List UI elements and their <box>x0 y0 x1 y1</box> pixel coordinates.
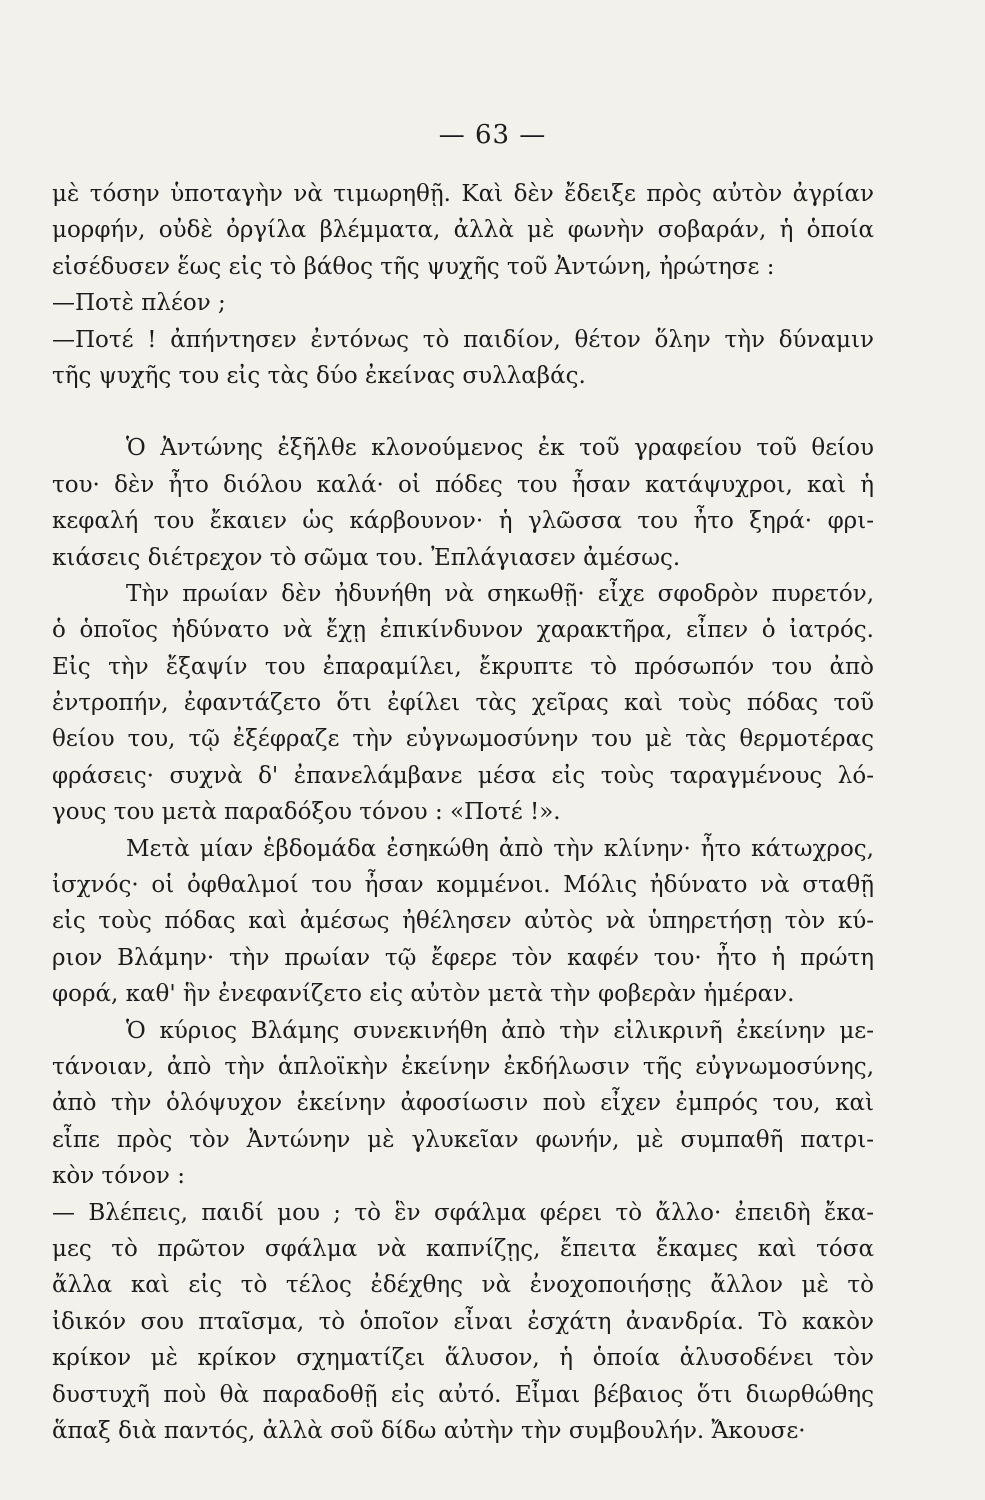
text-line: ἰδικόν σου πταῖσμα, τὸ ὁποῖον εἶναι ἐσχάτη ἀνανδρία. Τὸ κακὸν <box>52 1308 874 1335</box>
text-line: Τὴν πρωίαν δὲν ἠδυνήθη νὰ σηκωθῇ· εἶχε σφοδρὸν πυρετόν, <box>126 580 874 607</box>
text-line: μες τὸ πρῶτον σφάλμα νὰ καπνίζῃς, ἔπειτα ἔκαμες καὶ τόσα <box>52 1235 874 1262</box>
text-line: ἰσχνός· οἱ ὀφθαλμοί του ἦσαν κομμένοι. Μόλις ἠδύνατο νὰ σταθῇ <box>52 872 874 899</box>
text-line: —Ποτὲ πλέον ; <box>52 290 226 317</box>
paragraph <box>52 322 874 395</box>
paragraph <box>52 1195 874 1450</box>
page-number: — 63 — <box>438 120 547 150</box>
text-line: εἰσέδυσεν ἕως εἰς τὸ βάθος τῆς ψυχῆς τοῦ Ἀντώνη, ἠρώτησε : <box>52 253 775 280</box>
text-line: ἅπαξ διὰ παντός, ἀλλὰ σοῦ δίδω αὐτὴν τὴν συμβουλήν. Ἄκουσε· <box>52 1417 806 1444</box>
text-line: μορφήν, οὐδὲ ὀργίλα βλέμματα, ἀλλὰ μὲ φωνὴν σοβαράν, ἡ ὁποία <box>52 217 874 244</box>
text-line: εἶπε πρὸς τὸν Ἀντώνην μὲ γλυκεῖαν φωνήν, μὲ συμπαθῆ πατρι- <box>52 1126 874 1153</box>
paragraph <box>52 576 874 831</box>
text-line: κὸν τόνον : <box>52 1163 185 1190</box>
paragraph-gap <box>52 394 874 430</box>
body-text <box>52 176 874 1449</box>
paragraph <box>52 176 874 285</box>
text-line: ἀπὸ τὴν ὁλόψυχον ἐκείνην ἀφοσίωσιν ποὺ εἶχεν ἐμπρός του, καὶ <box>52 1090 874 1117</box>
text-line: ριον Βλάμην· τὴν πρωίαν τῷ ἔφερε τὸν καφέν του· ἦτο ἡ πρώτη <box>52 944 874 971</box>
paragraph <box>52 430 874 576</box>
text-line: Μετὰ μίαν ἑβδομάδα ἐσηκώθη ἀπὸ τὴν κλίνην· ἦτο κάτωχρος, <box>126 835 874 862</box>
text-line: του· δὲν ἦτο διόλου καλά· οἱ πόδες του ἦσαν κατάψυχροι, καὶ ἡ <box>52 471 874 498</box>
paragraph <box>52 831 874 1013</box>
text-line: ὁ ὁποῖος ἠδύνατο νὰ ἔχῃ ἐπικίνδυνον χαρακτῆρα, εἶπεν ὁ ἰατρός. <box>52 617 874 644</box>
text-line: κρίκον μὲ κρίκον σχηματίζει ἅλυσον, ἡ ὁποία ἁλυσοδένει τὸν <box>52 1345 874 1372</box>
text-line: —Ποτέ ! ἀπήντησεν ἐντόνως τὸ παιδίον, θέτον ὅλην τὴν δύναμιν <box>52 326 874 353</box>
paragraph <box>52 1013 874 1195</box>
text-line: φράσεις· συχνὰ δ' ἐπανελάμβανε μέσα εἰς τοὺς ταραγμένους λό- <box>52 762 874 789</box>
text-line: τῆς ψυχῆς του εἰς τὰς δύο ἐκείνας συλλαβάς. <box>52 362 586 389</box>
text-line: Ὁ Ἀντώνης ἐξῆλθε κλονούμενος ἐκ τοῦ γραφείου τοῦ θείου <box>126 435 874 462</box>
text-line: γους του μετὰ παραδόξου τόνου : «Ποτέ !». <box>52 799 561 826</box>
text-line: εἰς τοὺς πόδας καὶ ἀμέσως ἠθέλησεν αὐτὸς νὰ ὑπηρετήσῃ τὸν κύ- <box>52 908 874 935</box>
text-line: τάνοιαν, ἀπὸ τὴν ἁπλοϊκὴν ἐκείνην ἐκδήλωσιν τῆς εὐγνωμοσύνης, <box>52 1053 874 1080</box>
text-line: μὲ τόσην ὑποταγὴν νὰ τιμωρηθῇ. Καὶ δὲν ἔδειξε πρὸς αὐτὸν ἀγρίαν <box>52 181 874 207</box>
text-line: θείου του, τῷ ἐξέφραζε τὴν εὐγνωμοσύνην του μὲ τὰς θερμοτέρας <box>52 726 874 753</box>
text-line: κιάσεις διέτρεχον τὸ σῶμα του. Ἐπλάγιασεν ἀμέσως. <box>52 544 681 571</box>
text-line: φορά, καθ' ἣν ἐνεφανίζετο εἰς αὐτὸν μετὰ τὴν φοβερὰν ἡμέραν. <box>52 981 795 1008</box>
text-line: ἐντροπήν, ἐφαντάζετο ὅτι ἐφίλει τὰς χεῖρας καὶ τοὺς πόδας τοῦ <box>52 690 874 717</box>
text-line: Εἰς τὴν ἔξαψίν του ἐπαραμίλει, ἔκρυπτε τὸ πρόσωπόν του ἀπὸ <box>52 653 874 680</box>
text-line: κεφαλή του ἔκαιεν ὡς κάρβουνον· ἡ γλῶσσα του ἦτο ξηρά· φρι- <box>52 508 874 535</box>
text-line: Ὁ κύριος Βλάμης συνεκινήθη ἀπὸ τὴν εἰλικρινῆ ἐκείνην με- <box>126 1017 874 1044</box>
paragraph <box>52 285 874 321</box>
text-line: — Βλέπεις, παιδί μου ; τὸ ἓν σφάλμα φέρει τὸ ἄλλο· ἐπειδὴ ἔκα- <box>52 1199 874 1226</box>
text-line: δυστυχῆ ποὺ θὰ παραδοθῇ εἰς αὐτό. Εἶμαι βέβαιος ὅτι διωρθώθης <box>52 1381 874 1408</box>
text-line: ἄλλα καὶ εἰς τὸ τέλος ἐδέχθης νὰ ἐνοχοποιήσῃς ἄλλον μὲ τὸ <box>52 1272 874 1299</box>
